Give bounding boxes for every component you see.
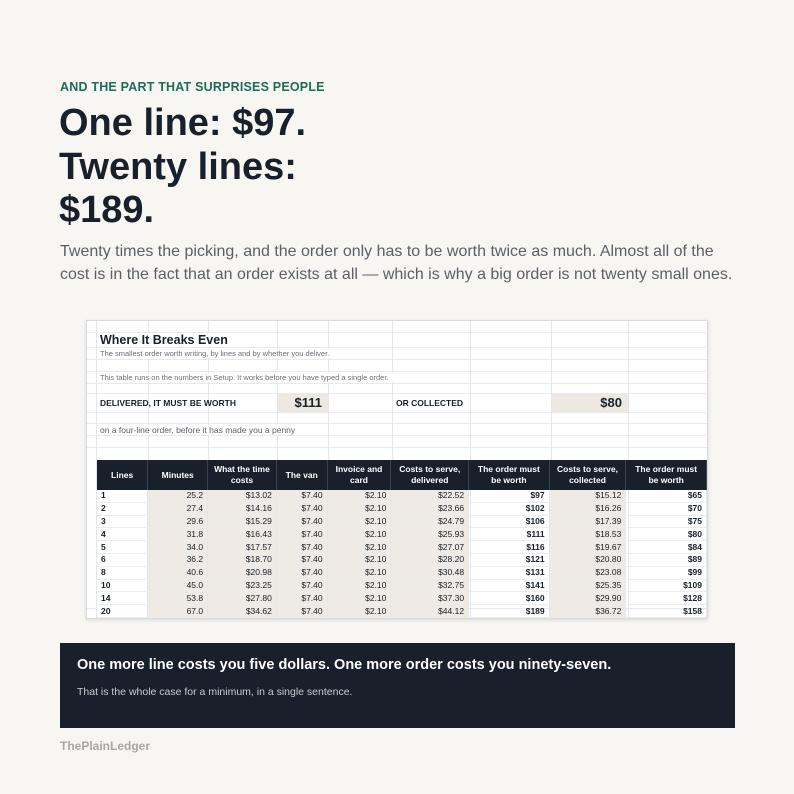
table-cell: $141: [469, 579, 550, 592]
table-cell: $7.40: [276, 528, 327, 541]
table-cell: 2: [97, 502, 148, 515]
table-cell: $44.12: [391, 605, 469, 618]
headline-line-1: One line: $97.: [59, 102, 307, 144]
table-cell: $25.35: [549, 579, 626, 592]
table-cell: 25.2: [148, 490, 208, 502]
table-cell: $7.40: [276, 566, 327, 579]
table-cell: $189: [469, 605, 550, 618]
sheet-note: This table runs on the numbers in Setup. It works before you have typed a single order.: [100, 373, 393, 382]
table-cell: $27.07: [391, 541, 469, 554]
table-cell: $16.43: [208, 528, 277, 541]
table-cell: $102: [469, 502, 550, 515]
grid-line: [87, 347, 707, 348]
table-row: [97, 605, 707, 618]
table-cell: $22.52: [391, 490, 469, 502]
table-cell: $121: [469, 553, 550, 566]
table-cell: 20: [97, 605, 148, 618]
table-cell: $34.62: [208, 605, 277, 618]
table-cell: $109: [626, 579, 707, 592]
table-row: [97, 515, 707, 528]
grid-line: [87, 371, 707, 372]
table-cell: $7.40: [276, 490, 327, 502]
column-header: The van: [276, 460, 327, 490]
table-cell: 67.0: [148, 605, 208, 618]
table-cell: $2.10: [327, 528, 391, 541]
table-cell: $7.40: [276, 502, 327, 515]
grid-line: [87, 447, 707, 448]
table-cell: $2.10: [327, 592, 391, 605]
column-header: Costs to serve, collected: [549, 460, 626, 490]
table-cell: $111: [469, 528, 550, 541]
grid-line: [87, 383, 707, 384]
table-cell: $116: [469, 541, 550, 554]
sheet-title: Where It Breaks Even: [100, 333, 232, 347]
table-row: [97, 566, 707, 579]
table-cell: $17.57: [208, 541, 277, 554]
column-header: What the time costs: [208, 460, 277, 490]
table-cell: $7.40: [276, 592, 327, 605]
sheet-subtitle: The smallest order worth writing, by lines and by whether you deliver.: [100, 349, 333, 358]
table-cell: $7.40: [276, 553, 327, 566]
table-cell: $80: [626, 528, 707, 541]
table-cell: 27.4: [148, 502, 208, 515]
table-cell: $7.40: [276, 515, 327, 528]
table-cell: 5: [97, 541, 148, 554]
lede-paragraph: Twenty times the picking, and the order only has to be worth twice as much. Almost all of the cost is in the fact that an order exists at all — which is why a big order is not twenty small ones.: [60, 243, 733, 283]
column-header: Minutes: [148, 460, 208, 490]
table-cell: $106: [469, 515, 550, 528]
table-cell: $13.02: [208, 490, 277, 502]
table-cell: 45.0: [148, 579, 208, 592]
table-cell: 14: [97, 592, 148, 605]
table-cell: $160: [469, 592, 550, 605]
table-cell: $20.98: [208, 566, 277, 579]
table-cell: $2.10: [327, 579, 391, 592]
grid-line: [87, 435, 707, 436]
table-cell: $23.08: [549, 566, 626, 579]
column-header: Invoice and card: [327, 460, 391, 490]
grid-line: [87, 412, 707, 413]
table-cell: $18.53: [549, 528, 626, 541]
table-cell: 8: [97, 566, 148, 579]
column-header: The order must be worth: [469, 460, 550, 490]
table-cell: $28.20: [391, 553, 469, 566]
table-cell: $17.39: [549, 515, 626, 528]
delivered-label: DELIVERED, IT MUST BE WORTH: [100, 398, 236, 408]
callout-box: [60, 643, 735, 728]
table-cell: 53.8: [148, 592, 208, 605]
table-cell: $89: [626, 553, 707, 566]
table-cell: $23.66: [391, 502, 469, 515]
spreadsheet: [86, 320, 708, 619]
table-cell: $128: [626, 592, 707, 605]
collected-value: $80: [552, 394, 628, 412]
grid-line: [87, 359, 707, 360]
table-row: [97, 541, 707, 554]
table-cell: $30.48: [391, 566, 469, 579]
table-cell: 40.6: [148, 566, 208, 579]
collected-label: OR COLLECTED: [396, 398, 464, 408]
grid-line: [87, 423, 707, 424]
table-cell: $29.90: [549, 592, 626, 605]
table-cell: $2.10: [327, 553, 391, 566]
headline-line-3: $189.: [59, 189, 155, 231]
table-cell: 34.0: [148, 541, 208, 554]
table-cell: 36.2: [148, 553, 208, 566]
table-cell: $2.10: [327, 566, 391, 579]
table-cell: $84: [626, 541, 707, 554]
brand-wordmark: ThePlainLedger: [60, 739, 151, 753]
table-row: [97, 553, 707, 566]
table-cell: $70: [626, 502, 707, 515]
table-cell: $7.40: [276, 605, 327, 618]
table-cell: $25.93: [391, 528, 469, 541]
headline: [59, 102, 306, 233]
delivered-value: $111: [278, 394, 328, 412]
table-cell: $18.70: [208, 553, 277, 566]
table-cell: $15.12: [549, 490, 626, 502]
table-row: [97, 579, 707, 592]
table-cell: $75: [626, 515, 707, 528]
table-cell: $97: [469, 490, 550, 502]
table-cell: $20.80: [549, 553, 626, 566]
column-header: The order must be worth: [626, 460, 707, 490]
table-cell: $23.25: [208, 579, 277, 592]
table-cell: $131: [469, 566, 550, 579]
table-cell: $24.79: [391, 515, 469, 528]
column-header: Costs to serve, delivered: [391, 460, 469, 490]
sheet-footnote: on a four-line order, before it has made you a penny: [100, 425, 299, 435]
table-cell: $2.10: [327, 490, 391, 502]
table-cell: $99: [626, 566, 707, 579]
table-cell: $16.26: [549, 502, 626, 515]
table-cell: $2.10: [327, 605, 391, 618]
table-cell: 6: [97, 553, 148, 566]
table-cell: 4: [97, 528, 148, 541]
table-cell: $36.72: [549, 605, 626, 618]
headline-line-2: Twenty lines:: [59, 145, 297, 188]
table-row: [97, 502, 707, 515]
table-header-row: [97, 460, 707, 490]
eyebrow: AND THE PART THAT SURPRISES PEOPLE: [60, 80, 325, 94]
table-cell: 29.6: [148, 515, 208, 528]
table-cell: 10: [97, 579, 148, 592]
table-cell: $14.16: [208, 502, 277, 515]
table-row: [97, 592, 707, 605]
column-header: Lines: [97, 460, 148, 490]
table-cell: $2.10: [327, 515, 391, 528]
table-cell: $37.30: [391, 592, 469, 605]
table-cell: $158: [626, 605, 707, 618]
table-cell: 3: [97, 515, 148, 528]
table-cell: 31.8: [148, 528, 208, 541]
table-cell: $65: [626, 490, 707, 502]
table-cell: $7.40: [276, 579, 327, 592]
breakeven-table: [97, 460, 707, 618]
table-row: [97, 490, 707, 502]
table-cell: $32.75: [391, 579, 469, 592]
table-cell: $7.40: [276, 541, 327, 554]
table-cell: 1: [97, 490, 148, 502]
table-body: [97, 490, 707, 617]
table-cell: $19.67: [549, 541, 626, 554]
callout-headline: One more line costs you five dollars. One more order costs you ninety-seven.: [77, 657, 612, 673]
table-cell: $2.10: [327, 502, 391, 515]
callout-body: That is the whole case for a minimum, in a single sentence.: [77, 686, 353, 698]
table-cell: $2.10: [327, 541, 391, 554]
table-cell: $15.29: [208, 515, 277, 528]
table-cell: $27.80: [208, 592, 277, 605]
table-row: [97, 528, 707, 541]
